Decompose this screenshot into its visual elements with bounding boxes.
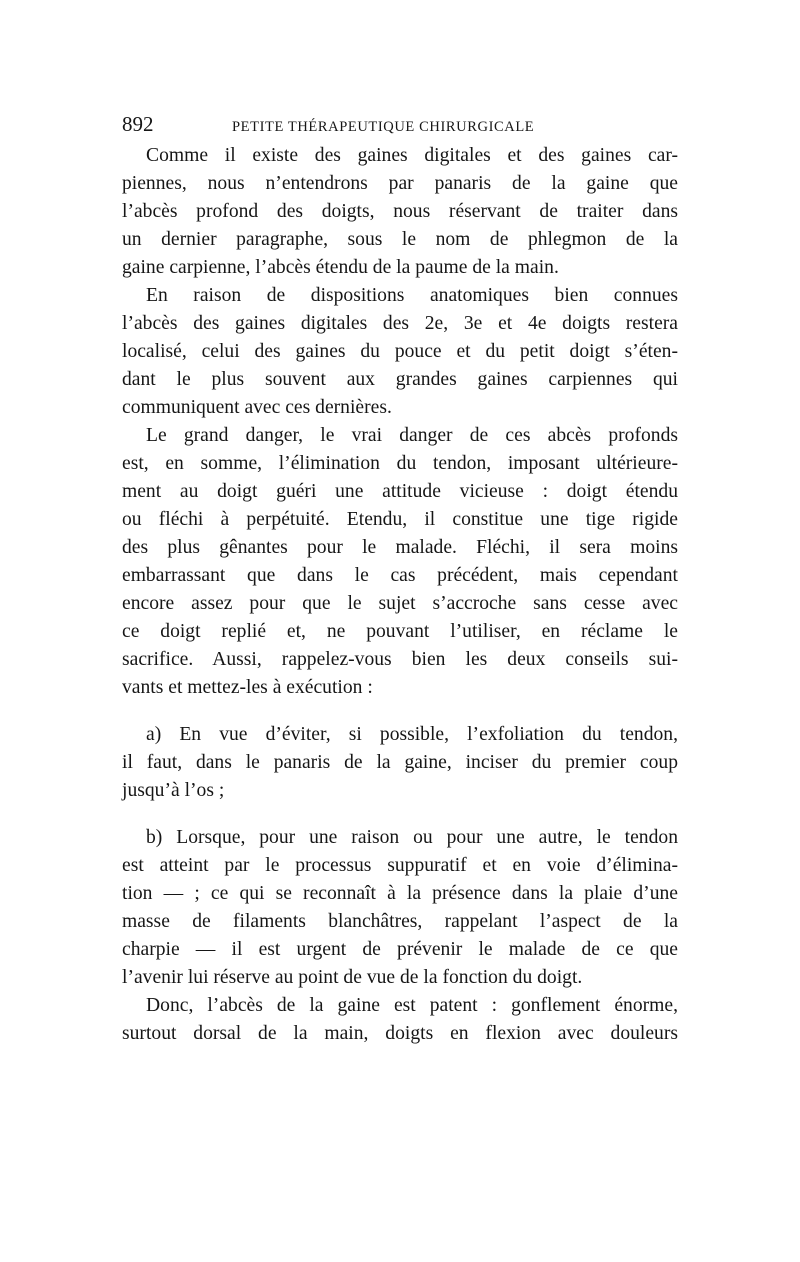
text-line: ce doigt replié et, ne pouvant l’utiliser, en réclame le — [122, 621, 678, 642]
text-line: un dernier paragraphe, sous le nom de phlegmon de la — [122, 229, 678, 250]
text-line: tion — ; ce qui se reconnaît à la présence dans la plaie d’une — [122, 883, 678, 904]
paragraph-4 — [122, 721, 678, 805]
running-title: PETITE THÉRAPEUTIQUE CHIRURGICALE — [232, 119, 535, 135]
text-line: piennes, nous n’entendrons par panaris de la gaine que — [122, 173, 678, 194]
paragraph-1 — [122, 142, 678, 282]
text-line: sacrifice. Aussi, rappelez-vous bien les deux conseils sui- — [122, 649, 678, 670]
paragraph-5 — [122, 824, 678, 992]
paragraph-6 — [122, 992, 678, 1048]
text-line: est, en somme, l’élimination du tendon, imposant ultérieure- — [122, 453, 678, 474]
text-line: Donc, l’abcès de la gaine est patent : gonflement énorme, — [146, 995, 678, 1016]
text-line: embarrassant que dans le cas précédent, mais cependant — [122, 565, 678, 586]
paragraph-spacer — [122, 805, 678, 824]
text-line: est atteint par le processus suppuratif et en voie d’élimina- — [122, 855, 678, 876]
text-line: En raison de dispositions anatomiques bien connues — [146, 285, 678, 306]
text-line: l’abcès profond des doigts, nous réservant de traiter dans — [122, 201, 678, 222]
text-line: l’abcès des gaines digitales des 2e, 3e et 4e doigts restera — [122, 313, 678, 334]
paragraph-2 — [122, 282, 678, 422]
text-line: charpie — il est urgent de prévenir le malade de ce que — [122, 939, 678, 960]
text-line: ment au doigt guéri une attitude vicieuse : doigt étendu — [122, 481, 678, 502]
running-head — [122, 112, 678, 142]
text-line: masse de filaments blanchâtres, rappelant l’aspect de la — [122, 911, 678, 932]
text-line: a) En vue d’éviter, si possible, l’exfoliation du tendon, — [146, 724, 678, 745]
text-line: localisé, celui des gaines du pouce et du petit doigt s’éten- — [122, 341, 678, 362]
text-line: encore assez pour que le sujet s’accroche sans cesse avec — [122, 593, 678, 614]
text-line: communiquent avec ces dernières. — [122, 397, 392, 418]
text-line: Le grand danger, le vrai danger de ces abcès profonds — [146, 425, 678, 446]
text-line: ou fléchi à perpétuité. Etendu, il constitue une tige rigide — [122, 509, 678, 530]
paragraph-spacer — [122, 702, 678, 721]
text-line: gaine carpienne, l’abcès étendu de la paume de la main. — [122, 257, 559, 278]
text-line: vants et mettez-les à exécution : — [122, 677, 373, 698]
text-line: il faut, dans le panaris de la gaine, inciser du premier coup — [122, 752, 678, 773]
text-line: des plus gênantes pour le malade. Fléchi, il sera moins — [122, 537, 678, 558]
text-line: jusqu’à l’os ; — [122, 780, 225, 801]
text-line: Comme il existe des gaines digitales et des gaines car- — [146, 145, 678, 166]
page-number: 892 — [122, 112, 154, 136]
text-line: l’avenir lui réserve au point de vue de la fonction du doigt. — [122, 967, 583, 988]
book-page — [122, 112, 678, 1048]
text-line: dant le plus souvent aux grandes gaines carpiennes qui — [122, 369, 678, 390]
paragraph-3 — [122, 422, 678, 702]
text-line: b) Lorsque, pour une raison ou pour une autre, le tendon — [146, 827, 678, 848]
text-line: surtout dorsal de la main, doigts en flexion avec douleurs — [122, 1023, 678, 1044]
